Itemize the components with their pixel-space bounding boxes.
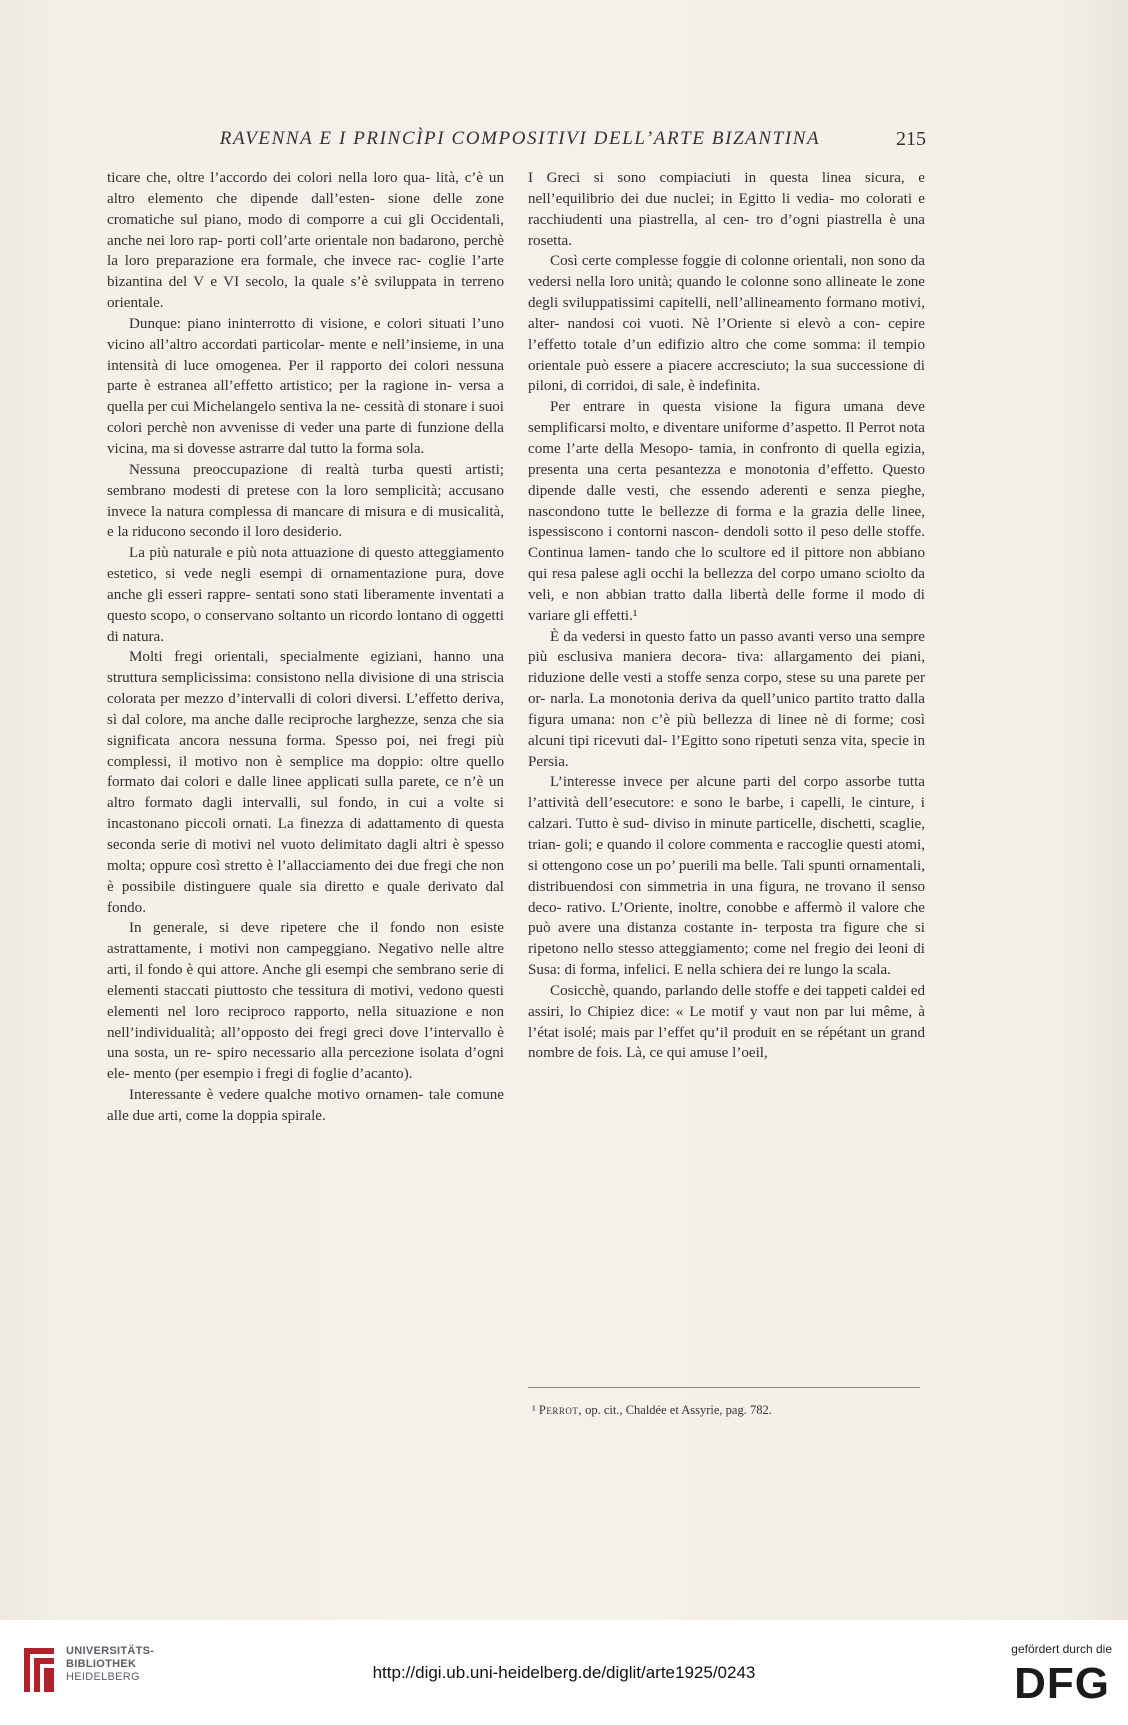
paragraph: Per entrare in questa visione la figura umana deve semplificarsi molto, e diventare uniforme d’aspetto. Il Perrot nota come l’arte della Mesopo- tamia, in confronto di quella egizia, presenta una certa pesantezza e monotonia d’effetto. Questo dipende dalle vesti, che essendo aderenti e senza pieghe, nascondono tutte le bellezze di forma e la grazia delle linee, ispessiscono i contorni nascon- dendoli sotto il peso delle stoffe. Continua lamen- tando che lo scultore ed il pittore non abbiano qui resa palese agli occhi la bellezza del corpo umano sciolto da veli, e non abbian tratto dalla libertà delle forme il modo di variare gli effetti.¹: [528, 399, 925, 624]
running-head: [0, 128, 1128, 152]
funding-label: gefördert durch die: [1011, 1642, 1112, 1656]
paragraph: L’interesse invece per alcune parti del corpo assorbe tutta l’attività dell’esecutore: e sono le barbe, i capelli, le cinture, i calzari. Tutto è sud- diviso in minute particelle, dischetti, scaglie, trian- goli; e quando il colore commenta e raccoglie questi atomi, si ottengono cose un po’ puerili ma belle. Tali spunti ornamentali, distribuendosi con simmetria in una figura, ne trovano il senso deco- rativo. L’Oriente, inoltre, conobbe e affermò il valore che può avere una distanza costante in- terposta tra figure che si ripetono nello stesso atteggiamento; come nel fregio dei leoni di Susa: di forma, infelici. E nella schiera dei re lungo la scala.: [528, 774, 925, 979]
library-name-line: HEIDELBERG: [66, 1671, 140, 1683]
paragraph: Nessuna preoccupazione di realtà turba questi artisti; sembrano modesti di pretese con la loro semplicità; accusano invece la natura complessa di mancare di misura e di musicalità, e la riducono secondo il loro desiderio.: [107, 461, 504, 541]
paragraph: Così certe complesse foggie di colonne orientali, non sono da vedersi nella loro unità; quando le colonne sono allineate le zone degli sviluppatissimi capitelli, nell’allineamento formano motivi, alter- nandosi coi vuoti. Nè l’Oriente si elevò a con- cepire l’effetto totale d’un edifizio altro che come somma: il tempio orientale può essere a piacere accresciuto; la sua successione di piloni, di corridoi, di sale, è indefinita.: [528, 253, 925, 395]
permalink-url[interactable]: http://digi.ub.uni-heidelberg.de/diglit/arte1925/0243: [372, 1663, 756, 1682]
paragraph: Molti fregi orientali, specialmente egiziani, hanno una struttura semplicissima: consistono nella divisione di una striscia colorata per mezzo d’intervalli di colori diversi. L’effetto deriva, sì dal colore, ma anche dalle reciproche larghezze, senza che sia significata ancora nessuna forma. Spesso poi, nei fregi più complessi, il motivo non è semplice ma doppio: oltre quello formato dai colori e dalle linee applicati sulla parete, ce n’è un altro formato dagli intervalli, sul fondo, in cui a volte si incastonano piccoli ornati. La finezza di adattamento di questa seconda serie di motivi nel vuoto delimitato dagli altri è spesso molta; oppure così stretto è l’allacciamento dei due fregi che non è possibile distinguere quale sia diretto e quale derivato dal fondo.: [107, 649, 504, 916]
footnote-author: Perrot,: [538, 1403, 582, 1417]
paragraph: La più naturale e più nota attuazione di questo atteggiamento estetico, si vede negli esempi di ornamentazione pura, dove anche gli esseri rappre- sentati sono stati liberamente inventati a questo scopo, o conservano soltanto un ricordo lontano di oggetti di natura.: [107, 545, 504, 645]
left-text-column: [107, 168, 504, 1127]
paragraph: Interessante è vedere qualche motivo ornamen- tale comune alle due arti, come la doppia spirale.: [107, 1087, 504, 1124]
running-title: RAVENNA E I PRINCÌPI COMPOSITIVI DELL’ARTE BIZANTINA: [219, 128, 821, 149]
paragraph: ticare che, oltre l’accordo dei colori nella loro qua- lità, c’è un altro elemento che dipende dall’esten- sione delle zone cromatiche sul piano, modo di comporre a cui gli Occidentali, anche nei loro rap- porti coll’arte orientale non badarono, perchè la loro preparazione era formale, che invece rac- coglie l’arte bizantina del V e VI secolo, la quale s’è sviluppata in terreno orientale.: [107, 170, 504, 312]
footnote-text: op. cit., Chaldée et Assyrie, pag. 782.: [585, 1403, 772, 1417]
dfg-logo: DFG: [1014, 1659, 1110, 1708]
library-name-line: UNIVERSITÄTS-: [66, 1645, 155, 1657]
footnote: [528, 1403, 925, 1418]
paragraph: Cosicchè, quando, parlando delle stoffe e dei tappeti caldei ed assiri, lo Chipiez dice: « Le motif y vaut non par lui même, à l’état isolé; mais par l’effet qu’il produit en se répétant un grand nombre de fois. Là, ce qui amuse l’oeil,: [528, 982, 925, 1062]
right-text-column: [528, 168, 925, 1064]
footnote-marker: ¹: [532, 1403, 536, 1417]
paragraph: I Greci si sono compiaciuti in questa linea sicura, e nell’equilibrio dei due nuclei; in Egitto li vedia- mo colorati e racchiudenti una piastrella, al cen- tro d’ogni piastrella è una rosetta.: [528, 170, 925, 249]
page-number: 215: [896, 128, 926, 150]
paragraph: È da vedersi in questo fatto un passo avanti verso una sempre più esclusiva maniera decora- tiva: allargamento dei piani, riduzione delle vesti a stoffe senza corpo, stese su una parete per or- narla. La monotonia deriva da quell’unico partito tratto dalla figura umana: non c’è più bellezza di linee nè di forme; così alcuni tipi ricevuti dal- l’Egitto sono ripetuti senza vita, specie in Persia.: [528, 628, 925, 770]
digitization-footer: [0, 1620, 1128, 1725]
paragraph: In generale, si deve ripetere che il fondo non esiste astrattamente, i motivi non campeggiano. Negativo nelle altre arti, il fondo è qui attore. Anche gli esempi che sembrano serie di elementi staccati piuttosto che tessitura di motivi, vedono questi elementi nel loro reciproco rapporto, nella situazione e non nell’individualità; all’opposto dei fregi greci dove l’intervallo è una sosta, un re- spiro necessario alla percezione isolata d’ogni ele- mento (per esempio i fregi di foglie d’acanto).: [107, 920, 504, 1083]
footnote-rule: [528, 1387, 920, 1388]
library-name-line: BIBLIOTHEK: [66, 1658, 137, 1670]
paragraph: Dunque: piano ininterrotto di visione, e colori situati l’uno vicino all’altro accordati particolar- mente e nell’insieme, in una intensità di luce omogenea. Per il rapporto dei colori nessuna parte è estranea all’effetto artistico; per la ragione in- versa a quella per cui Michelangelo sentiva la ne- cessità di stonare i suoi colori perchè non avvenisse di veder una parte di funzione della vicina, ma si dovesse astrarre dal tutto la forma sola.: [107, 315, 504, 457]
